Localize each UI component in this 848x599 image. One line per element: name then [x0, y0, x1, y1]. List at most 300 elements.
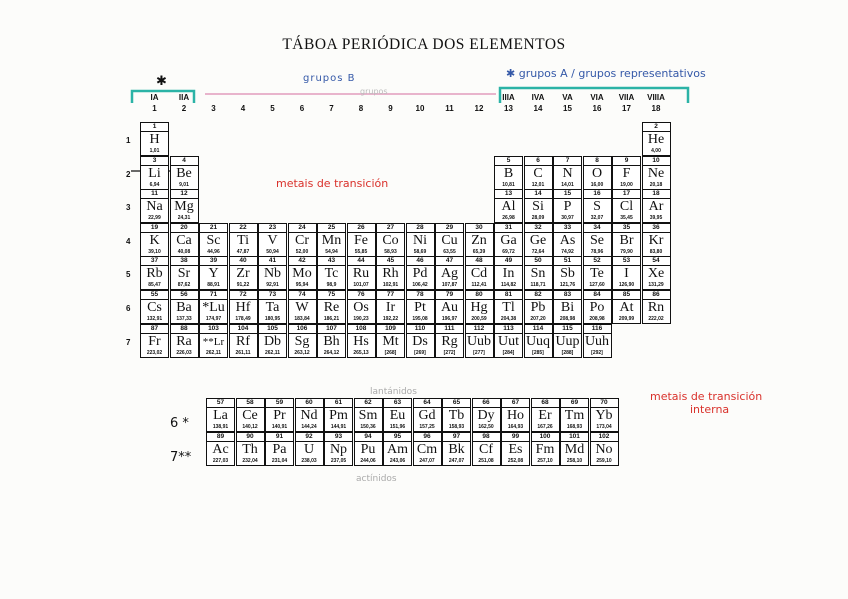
element-cell-uup — [553, 324, 582, 358]
lanthanide-cell-eu — [383, 398, 412, 432]
atomic-mass: 226,03 — [176, 349, 192, 356]
atomic-mass: 114,82 — [500, 282, 517, 289]
atomic-mass: 9,01 — [179, 181, 189, 188]
atomic-number: 40 — [230, 257, 257, 266]
element-symbol: W — [295, 300, 309, 315]
atomic-number: 100 — [532, 433, 559, 442]
atomic-number: 94 — [355, 433, 382, 442]
element-cell-w — [288, 290, 317, 324]
atomic-mass: 101,07 — [353, 282, 369, 289]
element-symbol: Gd — [418, 408, 436, 423]
atomic-mass: 168,93 — [566, 424, 583, 430]
element-symbol: Ru — [352, 266, 370, 282]
atomic-number: 83 — [554, 291, 581, 300]
atomic-number: 112 — [466, 325, 493, 334]
element-symbol: Al — [501, 199, 516, 215]
atomic-mass: 264,12 — [323, 349, 340, 356]
atomic-mass: 58,69 — [413, 248, 427, 255]
element-cell-ca — [170, 223, 199, 257]
atomic-number: 56 — [171, 291, 198, 300]
atomic-number: 60 — [296, 399, 323, 408]
period-number: 6 — [126, 304, 131, 313]
atomic-number: 15 — [554, 190, 581, 199]
element-cell-rf — [229, 324, 258, 358]
element-symbol: Sg — [294, 333, 310, 349]
element-cell-at — [612, 290, 641, 324]
atomic-mass: 91,22 — [236, 282, 250, 289]
atomic-mass: 180,95 — [264, 316, 281, 322]
atomic-mass: 222,02 — [648, 316, 664, 322]
atomic-number: 78 — [407, 291, 434, 300]
atomic-number: 53 — [613, 257, 640, 266]
element-symbol: Uup — [555, 333, 580, 349]
element-symbol: P — [563, 199, 572, 215]
element-symbol: Bi — [560, 300, 575, 315]
element-symbol: Cu — [441, 232, 458, 248]
atomic-mass: 54,94 — [325, 248, 338, 255]
element-symbol: Cr — [295, 232, 309, 248]
element-symbol: Au — [440, 300, 459, 315]
element-symbol: Br — [619, 232, 634, 248]
atomic-mass: 44,96 — [207, 248, 220, 255]
atomic-mass: 6,94 — [149, 181, 160, 188]
element-symbol: Pt — [414, 300, 426, 315]
element-cell-he — [642, 122, 671, 156]
atomic-number: 31 — [495, 224, 522, 233]
atomic-mass: 35,45 — [620, 215, 633, 222]
element-symbol: Rf — [236, 333, 250, 349]
element-symbol: Hf — [235, 300, 251, 315]
lanthanide-cell-gd — [413, 398, 442, 432]
atomic-number: 25 — [318, 224, 345, 233]
element-symbol: S — [593, 199, 601, 215]
atomic-number: 70 — [591, 399, 618, 408]
element-cell-mo — [288, 256, 317, 290]
element-cell-lu — [199, 290, 228, 324]
element-symbol: *Lu — [202, 300, 225, 315]
atomic-mass: 263,12 — [294, 349, 310, 356]
atomic-number: 81 — [495, 291, 522, 300]
atomic-mass: 65,39 — [472, 248, 486, 255]
element-cell-p — [553, 189, 582, 223]
element-symbol: Ne — [647, 165, 665, 181]
element-cell-ne — [642, 156, 671, 190]
atomic-mass: [272] — [443, 349, 456, 356]
element-cell-bi — [553, 290, 582, 324]
element-symbol: No — [595, 442, 613, 457]
actinide-cell-np — [324, 432, 353, 466]
atomic-number: 19 — [141, 224, 168, 233]
atomic-number: 26 — [348, 224, 375, 233]
element-cell-uuh — [583, 324, 612, 358]
element-cell-se — [583, 223, 612, 257]
period-number: 4 — [126, 236, 131, 246]
element-symbol: Fr — [148, 333, 161, 349]
group-number: 10 — [415, 104, 425, 113]
atomic-number: 68 — [532, 399, 559, 408]
element-symbol: Cl — [619, 199, 634, 215]
element-symbol: Hs — [353, 333, 369, 349]
atomic-number: 65 — [443, 399, 470, 408]
atomic-number: 101 — [561, 433, 588, 442]
element-symbol: Po — [589, 300, 605, 315]
atomic-number: 71 — [200, 291, 227, 300]
element-symbol: Rb — [146, 266, 163, 282]
atomic-mass: 238,03 — [301, 458, 317, 464]
atomic-mass: 251,08 — [478, 458, 494, 464]
element-symbol: Mg — [174, 199, 194, 215]
element-symbol: Eu — [389, 408, 406, 423]
element-cell-ni — [406, 223, 435, 257]
element-cell-i — [612, 256, 641, 290]
element-cell-ti — [229, 223, 258, 257]
element-cell-sc — [199, 223, 228, 257]
element-symbol: **Lr — [202, 335, 225, 348]
element-cell-ar — [642, 189, 671, 223]
atomic-number: 111 — [436, 325, 463, 334]
atomic-number: 43 — [318, 257, 345, 266]
atomic-number: 2 — [643, 123, 670, 132]
atomic-number: 38 — [171, 257, 198, 266]
element-cell-pb — [524, 290, 553, 324]
atomic-mass: 265,13 — [353, 349, 369, 356]
atomic-number: 95 — [384, 433, 411, 442]
atomic-mass: 162,50 — [478, 424, 494, 430]
atomic-mass: 98,9 — [326, 282, 337, 289]
group-number: 12 — [474, 104, 484, 113]
element-cell-te — [583, 256, 612, 290]
element-cell-db — [258, 324, 287, 358]
atomic-mass: 4,00 — [651, 148, 661, 154]
note-grupos-faint: grupos — [360, 87, 388, 96]
atomic-mass: 83,80 — [649, 248, 663, 255]
atomic-number: 18 — [643, 190, 670, 199]
atomic-number: 72 — [230, 291, 257, 300]
element-symbol: Es — [508, 442, 523, 457]
atomic-mass: 174,97 — [205, 316, 222, 322]
element-cell-cs — [140, 290, 169, 324]
element-symbol: Re — [323, 300, 340, 315]
atomic-number: 51 — [554, 257, 581, 266]
group-number: 17 — [622, 104, 631, 113]
atomic-mass: 258,10 — [566, 458, 583, 464]
atomic-mass: 144,24 — [301, 424, 317, 430]
element-symbol: Ge — [529, 232, 547, 248]
atomic-mass: 150,36 — [360, 424, 376, 430]
element-symbol: Ir — [385, 300, 396, 315]
element-symbol: Y — [208, 266, 219, 282]
element-cell-lr — [199, 324, 228, 358]
atomic-mass: 95,94 — [295, 282, 309, 289]
atomic-number: 21 — [200, 224, 227, 233]
element-symbol: Er — [538, 408, 552, 423]
element-cell-sr — [170, 256, 199, 290]
note-metais-transicion-interna-1: metais de transición — [650, 390, 763, 403]
atomic-mass: [284] — [502, 349, 515, 356]
atomic-mass: 231,04 — [271, 458, 288, 464]
atomic-mass: 178,49 — [235, 316, 251, 322]
atomic-mass: 47,87 — [236, 248, 250, 255]
element-cell-v — [258, 223, 287, 257]
lanthanide-cell-ho — [501, 398, 530, 432]
atomic-number: 4 — [171, 157, 198, 166]
atomic-mass: 78,96 — [590, 248, 604, 255]
element-symbol: Zr — [236, 266, 250, 282]
atomic-mass: 14,01 — [561, 181, 574, 188]
atomic-mass: 190,23 — [353, 316, 369, 322]
element-cell-rb — [140, 256, 169, 290]
element-cell-tl — [494, 290, 523, 324]
atomic-number: 9 — [613, 157, 640, 166]
atomic-number: 12 — [171, 190, 198, 199]
element-symbol: Co — [382, 232, 399, 248]
atomic-number: 8 — [584, 157, 611, 166]
group-number: 11 — [445, 104, 454, 113]
atomic-number: 6 — [525, 157, 552, 166]
lanthanide-cell-sm — [354, 398, 383, 432]
element-cell-hg — [465, 290, 494, 324]
group-number: 3 — [211, 104, 216, 113]
element-cell-nb — [258, 256, 287, 290]
atomic-number: 48 — [466, 257, 493, 266]
element-symbol: O — [591, 165, 603, 181]
element-cell-kr — [642, 223, 671, 257]
group-number: 9 — [388, 104, 393, 113]
element-symbol: Sr — [177, 266, 191, 282]
element-symbol: Ra — [176, 333, 192, 349]
atomic-mass: 30,97 — [561, 215, 574, 222]
atomic-mass: 74,92 — [561, 248, 574, 255]
atomic-number: 45 — [377, 257, 404, 266]
atomic-number: 47 — [436, 257, 463, 266]
element-cell-ta — [258, 290, 287, 324]
atomic-mass: 232,04 — [242, 458, 258, 464]
atomic-mass: 19,00 — [620, 181, 633, 188]
atomic-number: 58 — [237, 399, 264, 408]
element-symbol: Cs — [147, 300, 162, 315]
element-symbol: Th — [242, 442, 258, 457]
atomic-number: 73 — [259, 291, 286, 300]
atomic-mass: 140,12 — [242, 424, 258, 430]
group-number: 15 — [563, 104, 572, 113]
element-cell-rn — [642, 290, 671, 324]
element-symbol: Yb — [595, 408, 613, 423]
element-symbol: Bk — [448, 442, 465, 457]
atomic-number: 57 — [207, 399, 234, 408]
element-cell-zr — [229, 256, 258, 290]
atomic-number: 17 — [613, 190, 640, 199]
atomic-mass: 195,08 — [412, 316, 428, 322]
atomic-number: 5 — [495, 157, 522, 166]
atomic-mass: 131,29 — [648, 282, 664, 289]
element-symbol: Pu — [360, 442, 376, 457]
element-symbol: Si — [532, 199, 544, 215]
atomic-number: 102 — [591, 433, 618, 442]
element-symbol: Pm — [329, 408, 348, 423]
atomic-number: 42 — [289, 257, 316, 266]
atomic-number: 84 — [584, 291, 611, 300]
actinide-cell-fm — [531, 432, 560, 466]
group-number: 4 — [240, 104, 246, 113]
atomic-mass: 28,09 — [531, 215, 545, 222]
atomic-mass: 16,00 — [590, 181, 604, 188]
atomic-number: 109 — [377, 325, 404, 334]
element-cell-rh — [376, 256, 405, 290]
atomic-mass: 106,42 — [412, 282, 428, 289]
element-cell-rg — [435, 324, 464, 358]
element-symbol: He — [647, 132, 665, 147]
actinide-cell-es — [501, 432, 530, 466]
element-symbol: Ho — [506, 408, 525, 423]
note-grupos-a: ✱ grupos A / grupos representativos — [506, 67, 706, 80]
element-symbol: Ta — [265, 300, 280, 315]
group-number: 8 — [358, 104, 364, 113]
element-symbol: Db — [263, 333, 282, 349]
group-number: 2 — [181, 104, 187, 113]
atomic-number: 63 — [384, 399, 411, 408]
atomic-mass: 200,59 — [471, 316, 487, 322]
element-symbol: Am — [387, 442, 408, 457]
atomic-mass: 126,90 — [618, 282, 635, 289]
element-cell-li — [140, 156, 169, 190]
atomic-mass: [268] — [384, 349, 397, 356]
lanthanide-cell-ce — [236, 398, 265, 432]
element-cell-co — [376, 223, 405, 257]
group-number: 14 — [533, 104, 543, 113]
lanthanide-cell-dy — [472, 398, 501, 432]
atomic-mass: 183,84 — [294, 316, 310, 322]
note-actinidos: actínidos — [356, 474, 397, 484]
element-symbol: Ag — [440, 266, 459, 282]
atomic-number: 87 — [141, 325, 168, 334]
group-roman-label: VA — [562, 93, 573, 102]
element-cell-ir — [376, 290, 405, 324]
element-symbol: Sc — [206, 232, 221, 248]
atomic-number: 108 — [348, 325, 375, 334]
atomic-mass: 52,00 — [295, 248, 309, 255]
group-number: 7 — [329, 104, 334, 113]
atomic-mass: 24,31 — [177, 215, 191, 222]
element-cell-zn — [465, 223, 494, 257]
atomic-number: 91 — [266, 433, 293, 442]
element-symbol: Rh — [382, 266, 399, 282]
atomic-number: 106 — [289, 325, 316, 334]
element-cell-b — [494, 156, 523, 190]
element-cell-s — [583, 189, 612, 223]
atomic-mass: 137,33 — [176, 316, 192, 322]
atomic-number: 77 — [377, 291, 404, 300]
element-cell-sg — [288, 324, 317, 358]
actinide-cell-bk — [442, 432, 471, 466]
atomic-mass: 262,11 — [205, 349, 222, 356]
atomic-mass: [288] — [561, 349, 574, 356]
atomic-number: 67 — [502, 399, 529, 408]
element-symbol: Kr — [648, 232, 664, 248]
element-symbol: Ds — [412, 333, 428, 349]
atomic-number: 46 — [407, 257, 434, 266]
period-number: 1 — [126, 136, 131, 145]
atomic-number: 55 — [141, 291, 168, 300]
element-cell-mg — [170, 189, 199, 223]
actinide-cell-th — [236, 432, 265, 466]
actinide-cell-am — [383, 432, 412, 466]
group-number: 16 — [592, 104, 602, 113]
element-symbol: Fe — [354, 232, 368, 248]
atomic-number: 107 — [318, 325, 345, 334]
actinide-cell-pu — [354, 432, 383, 466]
element-cell-f — [612, 156, 641, 190]
element-cell-h — [140, 122, 169, 156]
group-roman-label: IIIA — [502, 93, 515, 102]
element-symbol: Na — [146, 199, 163, 215]
atomic-mass: 144,91 — [330, 424, 347, 430]
atomic-mass: 244,06 — [360, 458, 376, 464]
atomic-number: 11 — [141, 190, 168, 199]
atomic-mass: [292] — [591, 349, 603, 356]
atomic-number: 76 — [348, 291, 375, 300]
atomic-mass: 79,90 — [620, 248, 633, 255]
element-cell-cr — [288, 223, 317, 257]
atomic-mass: 261,11 — [235, 349, 251, 356]
element-symbol: Mo — [292, 266, 312, 282]
element-cell-ru — [347, 256, 376, 290]
lanthanide-cell-pr — [265, 398, 294, 432]
atomic-number: 27 — [377, 224, 404, 233]
atomic-mass: 207,20 — [530, 316, 546, 322]
atomic-number: 62 — [355, 399, 382, 408]
element-cell-hs — [347, 324, 376, 358]
page-title: TÁBOA PERIÓDICA DOS ELEMENTOS — [282, 36, 566, 53]
element-cell-in — [494, 256, 523, 290]
element-symbol: Tb — [448, 408, 465, 423]
element-cell-na — [140, 189, 169, 223]
atomic-mass: 118,71 — [530, 282, 546, 289]
atomic-number: 7 — [554, 157, 581, 166]
atomic-number: 20 — [171, 224, 198, 233]
element-symbol: Dy — [477, 408, 495, 423]
element-symbol: Md — [564, 442, 585, 457]
actinide-cell-u — [295, 432, 324, 466]
note-metais-transicion: metais de transición — [276, 177, 389, 190]
element-symbol: C — [533, 165, 543, 181]
element-cell-si — [524, 189, 553, 223]
atomic-mass: [269] — [414, 349, 426, 356]
atomic-number: 66 — [473, 399, 500, 408]
atomic-number: 79 — [436, 291, 463, 300]
element-cell-au — [435, 290, 464, 324]
atomic-mass: [285] — [532, 349, 544, 356]
element-cell-ra — [170, 324, 199, 358]
element-cell-ga — [494, 223, 523, 257]
atomic-number: 113 — [495, 325, 522, 334]
element-cell-as — [553, 223, 582, 257]
lanthanide-cell-yb — [590, 398, 619, 432]
atomic-mass: 223,02 — [146, 349, 163, 356]
asterisk-left: ✱ — [156, 74, 167, 89]
atomic-number: 89 — [207, 433, 234, 442]
atomic-mass: 102,91 — [382, 282, 399, 289]
group-number: 18 — [651, 104, 661, 113]
atomic-number: 29 — [436, 224, 463, 233]
atomic-mass: 10,81 — [502, 181, 515, 188]
atomic-mass: 40,08 — [177, 248, 191, 255]
atomic-number: 88 — [171, 325, 198, 334]
element-cell-os — [347, 290, 376, 324]
element-cell-mt — [376, 324, 405, 358]
atomic-number: 37 — [141, 257, 168, 266]
element-cell-ge — [524, 223, 553, 257]
element-cell-po — [583, 290, 612, 324]
